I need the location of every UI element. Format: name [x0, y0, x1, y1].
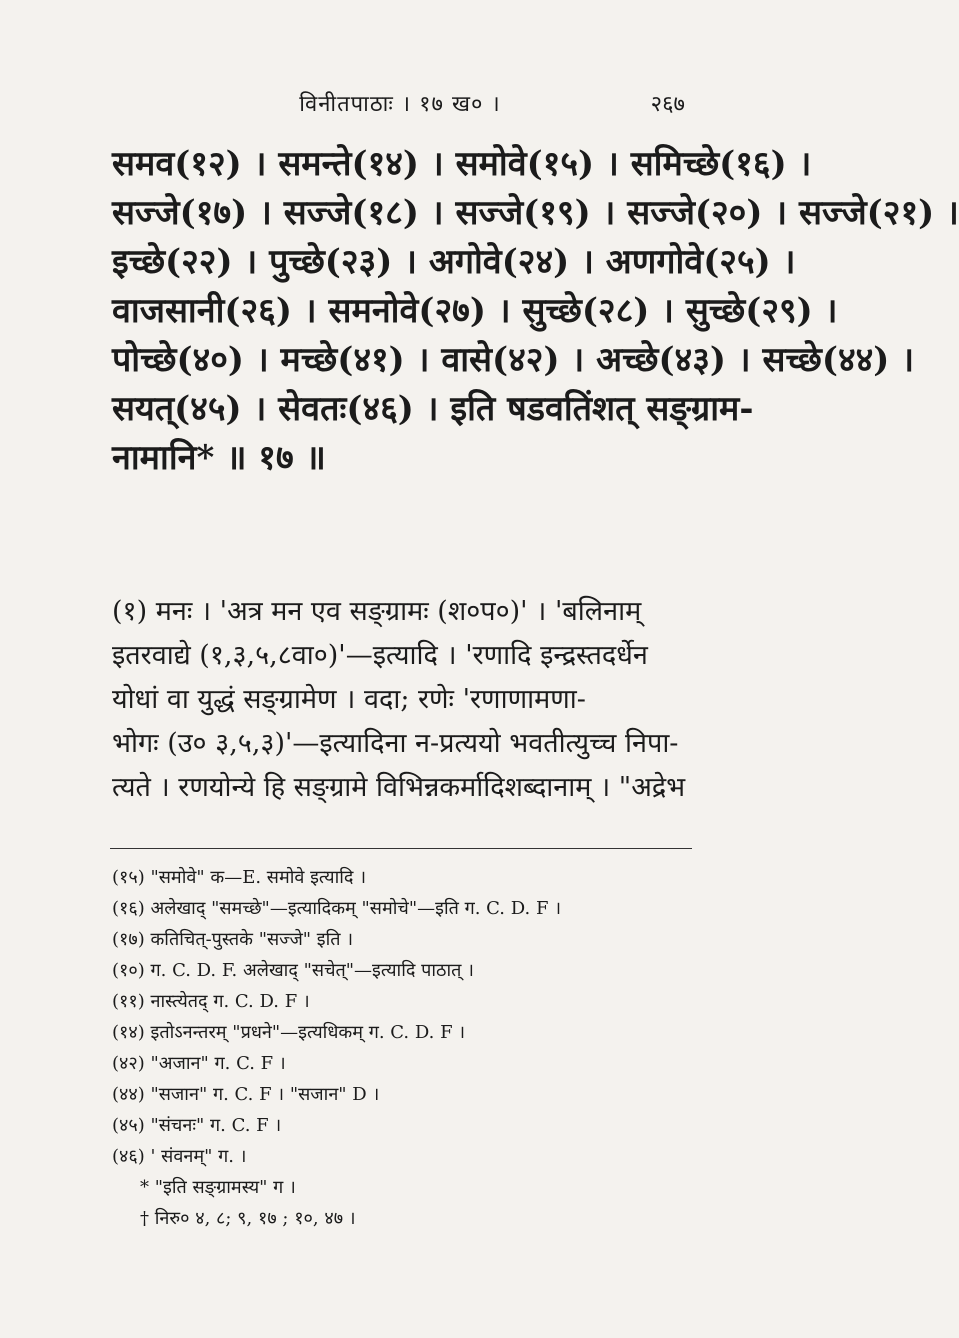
verse-line: नामानि* ॥ १७ ॥ [112, 438, 326, 478]
commentary-line: त्यते । रणयोन्ये हि सङ्ग्रामे विभिन्नकर्मादिशब्दानाम् । "अद्रेभ [112, 772, 686, 803]
commentary-block [112, 590, 690, 810]
footnote: (१६) अलेखाद् "समच्छे"—इत्यादिकम् "समोचे"—इति ग. C. D. F । [112, 898, 562, 919]
footnote: (११) नास्त्येतद् ग. C. D. F । [112, 991, 310, 1012]
commentary-line: (१) मनः । 'अत्र मन एव सङ्ग्रामः (श०प०)' । 'बलिनाम् [112, 596, 642, 627]
commentary-line: इतरवाद्ये (१,३,५,८वा०)'—इत्यादि । 'रणादि इन्द्रस्तदर्धेन [112, 640, 648, 671]
page-number: २६७ [650, 92, 685, 117]
footnote: (१५) "समोवे" क—E. समोवे इत्यादि । [112, 867, 367, 888]
footnote: (४५) "संचनः" ग. C. F । [112, 1115, 282, 1136]
footnote-dagger: † निरु० ४, ८; ९, १७ ; १०, ४७ । [140, 1208, 356, 1229]
footnotes-block [112, 862, 672, 1234]
footnote-star: * "इति सङ्ग्रामस्य" ग । [140, 1177, 296, 1198]
footnote: (४४) "सजान" ग. C. F । "सजान" D । [112, 1084, 380, 1105]
verse-line: वाजसानी(२६) । समनोवे(२७) । सुच्छे(२८) । सुच्छे(२९) । [112, 291, 838, 331]
commentary-line: भोगः (उ० ३,५,३)'—इत्यादिना न-प्रत्ययो भवतीत्युच्च निपा- [112, 728, 679, 759]
verse-block [112, 140, 959, 483]
commentary-line: योधां वा युद्धं सङ्ग्रामेण । वदा; रणेः 'रणाणामणा- [112, 684, 586, 715]
running-head [0, 88, 800, 118]
verse-line: सज्जे(१७) । सज्जे(१८) । सज्जे(१९) । सज्जे(२०) । सज्जे(२१) । [112, 193, 959, 233]
verse-line: सयत्(४५) । सेवतः(४६) । इति षडवतिंशत् सङ्ग्राम- [112, 389, 754, 429]
footnote: (१०) ग. C. D. F. अलेखाद् "सचेत्"—इत्यादि पाठात् । [112, 960, 474, 981]
footnote: (४६) ' संवनम्" ग. । [112, 1146, 247, 1167]
verse-line: समव(१२) । समन्ते(१४) । समोवे(१५) । समिच्छे(१६) । [112, 144, 812, 184]
footnote-divider [110, 848, 692, 849]
footnote: (१४) इतोऽनन्तरम् "प्रधने"—इत्यधिकम् ग. C. D. F । [112, 1022, 466, 1043]
verse-line: इच्छे(२२) । पुच्छे(२३) । अगोवे(२४) । अणगोवे(२५) । [112, 242, 796, 282]
running-head-title: विनीतपाठाः । १७ ख० । [299, 92, 501, 117]
footnote: (४२) "अजान" ग. C. F । [112, 1053, 286, 1074]
verse-line: पोच्छे(४०) । मच्छे(४१) । वासे(४२) । अच्छे(४३) । सच्छे(४४) । [112, 340, 915, 380]
footnote: (१७) कतिचित्-पुस्तके "सज्जे" इति । [112, 929, 354, 950]
